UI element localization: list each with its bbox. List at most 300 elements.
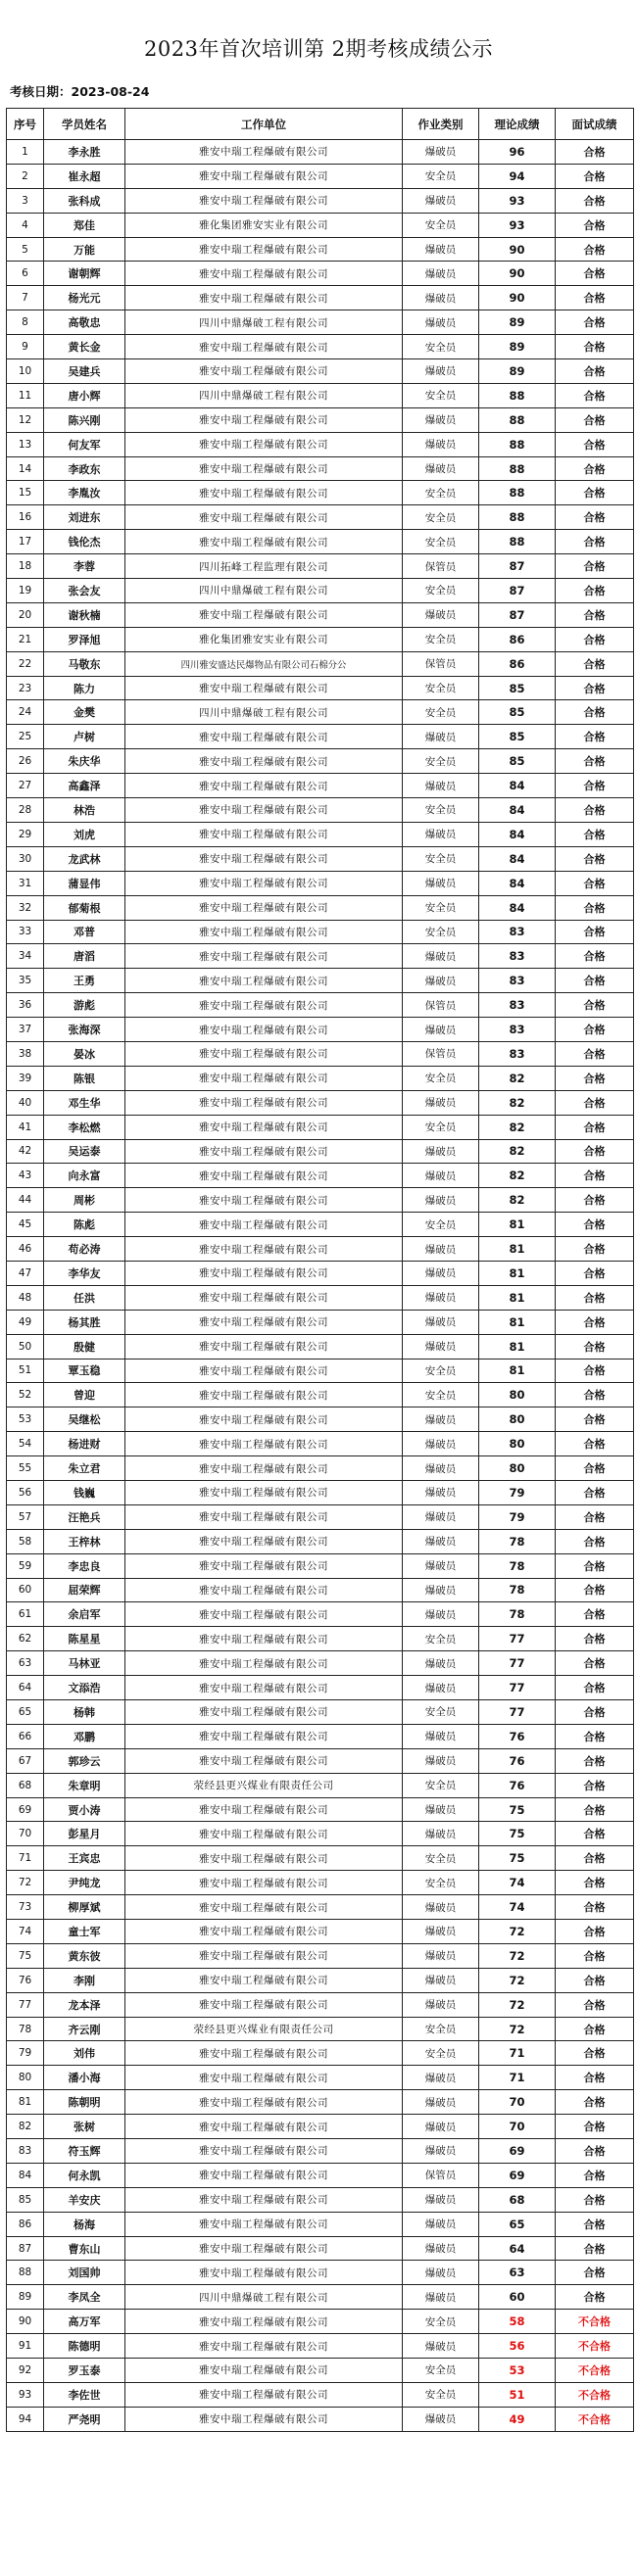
job-category: 爆破员 (403, 359, 479, 384)
job-category: 保管员 (403, 651, 479, 676)
theory-score: 72 (479, 1968, 556, 1992)
table-row (7, 2310, 634, 2334)
table-row (7, 335, 634, 359)
work-unit: 雅安中瑞工程爆破有限公司 (125, 1407, 403, 1432)
table-row (7, 676, 634, 700)
student-name: 黄长金 (44, 335, 125, 359)
interview-result: 不合格 (556, 2359, 634, 2383)
page-title: 2023年首次培训第 2期考核成绩公示 (144, 37, 493, 61)
job-category: 安全员 (403, 920, 479, 944)
table-row (7, 359, 634, 384)
work-unit: 雅安中瑞工程爆破有限公司 (125, 1871, 403, 1895)
interview-result: 合格 (556, 262, 634, 286)
student-name: 陈兴刚 (44, 407, 125, 432)
interview-result: 合格 (556, 774, 634, 798)
interview-result: 合格 (556, 456, 634, 481)
theory-score: 76 (479, 1724, 556, 1748)
job-category: 爆破员 (403, 1920, 479, 1944)
table-row (7, 1188, 634, 1213)
table-row (7, 2407, 634, 2431)
table-row (7, 1213, 634, 1237)
job-category: 安全员 (403, 846, 479, 871)
theory-score: 85 (479, 725, 556, 749)
theory-score: 83 (479, 1018, 556, 1042)
row-number: 64 (7, 1676, 44, 1700)
job-category: 爆破员 (403, 2066, 479, 2090)
student-name: 蒲显伟 (44, 871, 125, 895)
row-number: 58 (7, 1529, 44, 1553)
theory-score: 83 (479, 920, 556, 944)
job-category: 爆破员 (403, 2236, 479, 2261)
student-name: 陈星星 (44, 1627, 125, 1651)
job-category: 安全员 (403, 1773, 479, 1797)
student-name: 彭星月 (44, 1822, 125, 1846)
theory-score: 82 (479, 1115, 556, 1139)
work-unit: 雅安中瑞工程爆破有限公司 (125, 676, 403, 700)
work-unit: 雅安中瑞工程爆破有限公司 (125, 2236, 403, 2261)
interview-result: 不合格 (556, 2334, 634, 2359)
student-name: 任洪 (44, 1285, 125, 1310)
interview-result: 合格 (556, 969, 634, 993)
row-number: 74 (7, 1920, 44, 1944)
work-unit: 雅安中瑞工程爆破有限公司 (125, 895, 403, 920)
student-name: 吴运泰 (44, 1139, 125, 1164)
theory-score: 75 (479, 1846, 556, 1871)
row-number: 13 (7, 432, 44, 456)
table-row (7, 1139, 634, 1164)
theory-score: 82 (479, 1066, 556, 1090)
job-category: 爆破员 (403, 1090, 479, 1115)
job-category: 爆破员 (403, 2261, 479, 2285)
student-name: 罗泽旭 (44, 627, 125, 651)
table-row (7, 1895, 634, 1920)
work-unit: 雅安中瑞工程爆破有限公司 (125, 1237, 403, 1262)
theory-score: 87 (479, 554, 556, 579)
row-number: 57 (7, 1504, 44, 1529)
student-name: 马敬东 (44, 651, 125, 676)
job-category: 爆破员 (403, 407, 479, 432)
interview-result: 合格 (556, 2236, 634, 2261)
row-number: 80 (7, 2066, 44, 2090)
interview-result: 合格 (556, 1553, 634, 1578)
work-unit: 雅安中瑞工程爆破有限公司 (125, 1846, 403, 1871)
work-unit: 荥经县更兴煤业有限责任公司 (125, 1773, 403, 1797)
job-category: 爆破员 (403, 1651, 479, 1676)
table-row (7, 1261, 634, 1285)
student-name: 童士军 (44, 1920, 125, 1944)
job-category: 爆破员 (403, 1480, 479, 1504)
student-name: 龙武林 (44, 846, 125, 871)
table-row (7, 1992, 634, 2017)
job-category: 安全员 (403, 2310, 479, 2334)
job-category: 爆破员 (403, 2407, 479, 2431)
table-row (7, 432, 634, 456)
interview-result: 合格 (556, 383, 634, 407)
row-number: 50 (7, 1334, 44, 1359)
job-category: 爆破员 (403, 969, 479, 993)
work-unit: 雅安中瑞工程爆破有限公司 (125, 1261, 403, 1285)
job-category: 安全员 (403, 1359, 479, 1383)
row-number: 65 (7, 1700, 44, 1725)
theory-score: 89 (479, 335, 556, 359)
work-unit: 雅安中瑞工程爆破有限公司 (125, 1529, 403, 1553)
student-name: 游彪 (44, 993, 125, 1018)
theory-score: 84 (479, 871, 556, 895)
job-category: 保管员 (403, 1041, 479, 1066)
student-name: 邓生华 (44, 1090, 125, 1115)
student-name: 王梓林 (44, 1529, 125, 1553)
interview-result: 合格 (556, 1188, 634, 1213)
interview-result: 合格 (556, 1164, 634, 1188)
student-name: 李刚 (44, 1968, 125, 1992)
theory-score: 72 (479, 1920, 556, 1944)
theory-score: 87 (479, 602, 556, 627)
student-name: 龙本泽 (44, 1992, 125, 2017)
table-row (7, 140, 634, 165)
table-row (7, 286, 634, 310)
theory-score: 56 (479, 2334, 556, 2359)
work-unit: 雅化集团雅安实业有限公司 (125, 213, 403, 237)
student-name: 羊安庆 (44, 2187, 125, 2212)
table-row (7, 2090, 634, 2115)
row-number: 88 (7, 2261, 44, 2285)
interview-result: 合格 (556, 1895, 634, 1920)
job-category: 爆破员 (403, 1432, 479, 1456)
interview-result: 合格 (556, 1310, 634, 1334)
table-row (7, 1237, 634, 1262)
row-number: 42 (7, 1139, 44, 1164)
student-name: 杨海 (44, 2212, 125, 2236)
student-name: 钱巍 (44, 1480, 125, 1504)
theory-score: 74 (479, 1871, 556, 1895)
row-number: 68 (7, 1773, 44, 1797)
work-unit: 雅安中瑞工程爆破有限公司 (125, 1310, 403, 1334)
student-name: 郭珍云 (44, 1748, 125, 1773)
student-name: 潘小海 (44, 2066, 125, 2090)
student-name: 林浩 (44, 798, 125, 823)
student-name: 郑佳 (44, 213, 125, 237)
work-unit: 雅安中瑞工程爆破有限公司 (125, 2163, 403, 2187)
student-name: 李政东 (44, 456, 125, 481)
row-number: 54 (7, 1432, 44, 1456)
work-unit: 雅安中瑞工程爆破有限公司 (125, 871, 403, 895)
student-name: 高万军 (44, 2310, 125, 2334)
table-row (7, 651, 634, 676)
interview-result: 合格 (556, 1992, 634, 2017)
theory-score: 78 (479, 1602, 556, 1627)
work-unit: 雅安中瑞工程爆破有限公司 (125, 1627, 403, 1651)
interview-result: 合格 (556, 895, 634, 920)
interview-result: 合格 (556, 1407, 634, 1432)
work-unit: 四川中鼎爆破工程有限公司 (125, 2285, 403, 2310)
work-unit: 雅安中瑞工程爆破有限公司 (125, 2212, 403, 2236)
theory-score: 82 (479, 1188, 556, 1213)
student-name: 唐滔 (44, 944, 125, 969)
theory-score: 96 (479, 140, 556, 165)
table-row (7, 1676, 634, 1700)
table-row (7, 1748, 634, 1773)
row-number: 70 (7, 1822, 44, 1846)
table-row (7, 2017, 634, 2041)
student-name: 高鑫泽 (44, 774, 125, 798)
table-row (7, 993, 634, 1018)
theory-score: 81 (479, 1310, 556, 1334)
row-number: 67 (7, 1748, 44, 1773)
interview-result: 合格 (556, 1871, 634, 1895)
table-row (7, 505, 634, 530)
interview-result: 合格 (556, 579, 634, 603)
theory-score: 78 (479, 1553, 556, 1578)
row-number: 9 (7, 335, 44, 359)
header-theory-score: 理论成绩 (479, 109, 556, 140)
table-row (7, 2187, 634, 2212)
theory-score: 71 (479, 2041, 556, 2066)
interview-result: 合格 (556, 1115, 634, 1139)
interview-result: 合格 (556, 920, 634, 944)
theory-score: 79 (479, 1480, 556, 1504)
row-number: 76 (7, 1968, 44, 1992)
table-row (7, 2382, 634, 2407)
theory-score: 64 (479, 2236, 556, 2261)
table-row (7, 262, 634, 286)
theory-score: 86 (479, 627, 556, 651)
job-category: 爆破员 (403, 1797, 479, 1822)
theory-score: 79 (479, 1504, 556, 1529)
row-number: 37 (7, 1018, 44, 1042)
interview-result: 合格 (556, 335, 634, 359)
job-category: 安全员 (403, 2041, 479, 2066)
interview-result: 合格 (556, 2090, 634, 2115)
work-unit: 四川中鼎爆破工程有限公司 (125, 310, 403, 335)
work-unit: 雅安中瑞工程爆破有限公司 (125, 1285, 403, 1310)
row-number: 63 (7, 1651, 44, 1676)
row-number: 36 (7, 993, 44, 1018)
work-unit: 雅安中瑞工程爆破有限公司 (125, 359, 403, 384)
job-category: 爆破员 (403, 310, 479, 335)
work-unit: 雅安中瑞工程爆破有限公司 (125, 1651, 403, 1676)
theory-score: 88 (479, 530, 556, 554)
row-number: 73 (7, 1895, 44, 1920)
work-unit: 雅安中瑞工程爆破有限公司 (125, 1504, 403, 1529)
student-name: 曾迎 (44, 1383, 125, 1407)
row-number: 77 (7, 1992, 44, 2017)
student-name: 王勇 (44, 969, 125, 993)
interview-result: 合格 (556, 2212, 634, 2236)
exam-date: 考核日期：2023-08-24 (10, 84, 150, 99)
table-row (7, 1773, 634, 1797)
job-category: 安全员 (403, 1700, 479, 1725)
interview-result: 合格 (556, 2017, 634, 2041)
interview-result: 合格 (556, 310, 634, 335)
student-name: 张科成 (44, 188, 125, 213)
theory-score: 90 (479, 286, 556, 310)
interview-result: 合格 (556, 140, 634, 165)
interview-result: 合格 (556, 1748, 634, 1773)
theory-score: 88 (479, 383, 556, 407)
student-name: 覃玉稳 (44, 1359, 125, 1383)
theory-score: 90 (479, 237, 556, 262)
table-row (7, 237, 634, 262)
interview-result: 合格 (556, 1651, 634, 1676)
table-row (7, 2139, 634, 2164)
row-number: 56 (7, 1480, 44, 1504)
work-unit: 雅安中瑞工程爆破有限公司 (125, 2334, 403, 2359)
theory-score: 60 (479, 2285, 556, 2310)
work-unit: 雅安中瑞工程爆破有限公司 (125, 2115, 403, 2139)
interview-result: 合格 (556, 1968, 634, 1992)
interview-result: 合格 (556, 1627, 634, 1651)
job-category: 爆破员 (403, 2090, 479, 2115)
row-number: 51 (7, 1359, 44, 1383)
work-unit: 雅安中瑞工程爆破有限公司 (125, 407, 403, 432)
table-row (7, 1090, 634, 1115)
interview-result: 合格 (556, 1018, 634, 1042)
table-row (7, 1285, 634, 1310)
job-category: 安全员 (403, 1627, 479, 1651)
theory-score: 81 (479, 1261, 556, 1285)
work-unit: 雅安中瑞工程爆破有限公司 (125, 1188, 403, 1213)
job-category: 爆破员 (403, 1334, 479, 1359)
work-unit: 雅安中瑞工程爆破有限公司 (125, 1676, 403, 1700)
table-row (7, 2041, 634, 2066)
interview-result: 合格 (556, 1359, 634, 1383)
table-row (7, 1310, 634, 1334)
interview-result: 合格 (556, 1237, 634, 1262)
work-unit: 雅安中瑞工程爆破有限公司 (125, 2139, 403, 2164)
interview-result: 不合格 (556, 2407, 634, 2431)
table-row (7, 602, 634, 627)
job-category: 安全员 (403, 1383, 479, 1407)
theory-score: 83 (479, 1041, 556, 1066)
interview-result: 合格 (556, 1602, 634, 1627)
work-unit: 雅安中瑞工程爆破有限公司 (125, 1383, 403, 1407)
work-unit: 雅安中瑞工程爆破有限公司 (125, 164, 403, 188)
job-category: 爆破员 (403, 140, 479, 165)
job-category: 爆破员 (403, 2285, 479, 2310)
row-number: 14 (7, 456, 44, 481)
row-number: 16 (7, 505, 44, 530)
row-number: 55 (7, 1456, 44, 1481)
work-unit: 雅安中瑞工程爆破有限公司 (125, 1992, 403, 2017)
student-name: 谢朝辉 (44, 262, 125, 286)
interview-result: 合格 (556, 2163, 634, 2187)
student-name: 晏冰 (44, 1041, 125, 1066)
student-name: 李松燃 (44, 1115, 125, 1139)
interview-result: 合格 (556, 554, 634, 579)
job-category: 安全员 (403, 895, 479, 920)
table-row (7, 627, 634, 651)
table-row (7, 725, 634, 749)
row-number: 4 (7, 213, 44, 237)
row-number: 32 (7, 895, 44, 920)
student-name: 杨其胜 (44, 1310, 125, 1334)
table-row (7, 1164, 634, 1188)
interview-result: 合格 (556, 2285, 634, 2310)
student-name: 陈彪 (44, 1213, 125, 1237)
work-unit: 雅安中瑞工程爆破有限公司 (125, 1139, 403, 1164)
theory-score: 49 (479, 2407, 556, 2431)
job-category: 爆破员 (403, 1139, 479, 1164)
interview-result: 合格 (556, 1066, 634, 1090)
theory-score: 85 (479, 749, 556, 774)
interview-result: 不合格 (556, 2382, 634, 2407)
student-name: 崔永超 (44, 164, 125, 188)
interview-result: 合格 (556, 1700, 634, 1725)
theory-score: 58 (479, 2310, 556, 2334)
job-category: 爆破员 (403, 1602, 479, 1627)
work-unit: 雅安中瑞工程爆破有限公司 (125, 2261, 403, 2285)
student-name: 殷健 (44, 1334, 125, 1359)
work-unit: 雅安中瑞工程爆破有限公司 (125, 993, 403, 1018)
interview-result: 合格 (556, 1797, 634, 1822)
table-row (7, 1797, 634, 1822)
theory-score: 72 (479, 1943, 556, 1968)
score-table (6, 108, 634, 2432)
student-name: 李佐世 (44, 2382, 125, 2407)
job-category: 爆破员 (403, 2187, 479, 2212)
row-number: 92 (7, 2359, 44, 2383)
theory-score: 65 (479, 2212, 556, 2236)
theory-score: 51 (479, 2382, 556, 2407)
table-body (7, 140, 634, 2432)
work-unit: 雅安中瑞工程爆破有限公司 (125, 2359, 403, 2383)
theory-score: 94 (479, 164, 556, 188)
theory-score: 71 (479, 2066, 556, 2090)
table-row (7, 1724, 634, 1748)
row-number: 24 (7, 700, 44, 725)
theory-score: 77 (479, 1700, 556, 1725)
job-category: 安全员 (403, 1115, 479, 1139)
interview-result: 合格 (556, 530, 634, 554)
work-unit: 雅安中瑞工程爆破有限公司 (125, 1920, 403, 1944)
job-category: 爆破员 (403, 432, 479, 456)
student-name: 刘国帅 (44, 2261, 125, 2285)
interview-result: 合格 (556, 2139, 634, 2164)
student-name: 何永凯 (44, 2163, 125, 2187)
row-number: 23 (7, 676, 44, 700)
work-unit: 雅安中瑞工程爆破有限公司 (125, 1432, 403, 1456)
interview-result: 合格 (556, 1213, 634, 1237)
job-category: 爆破员 (403, 262, 479, 286)
table-row (7, 2212, 634, 2236)
student-name: 陈银 (44, 1066, 125, 1090)
table-row (7, 944, 634, 969)
row-number: 18 (7, 554, 44, 579)
row-number: 90 (7, 2310, 44, 2334)
row-number: 84 (7, 2163, 44, 2187)
table-row (7, 530, 634, 554)
work-unit: 雅安中瑞工程爆破有限公司 (125, 749, 403, 774)
row-number: 2 (7, 164, 44, 188)
theory-score: 88 (479, 407, 556, 432)
student-name: 陈德明 (44, 2334, 125, 2359)
work-unit: 雅安中瑞工程爆破有限公司 (125, 1700, 403, 1725)
student-name: 曹东山 (44, 2236, 125, 2261)
theory-score: 83 (479, 969, 556, 993)
student-name: 朱庆华 (44, 749, 125, 774)
theory-score: 74 (479, 1895, 556, 1920)
row-number: 1 (7, 140, 44, 165)
interview-result: 合格 (556, 993, 634, 1018)
theory-score: 84 (479, 822, 556, 846)
theory-score: 80 (479, 1383, 556, 1407)
theory-score: 77 (479, 1676, 556, 1700)
table-row (7, 798, 634, 823)
work-unit: 雅安中瑞工程爆破有限公司 (125, 920, 403, 944)
student-name: 万能 (44, 237, 125, 262)
work-unit: 四川拓峰工程监理有限公司 (125, 554, 403, 579)
table-row (7, 871, 634, 895)
